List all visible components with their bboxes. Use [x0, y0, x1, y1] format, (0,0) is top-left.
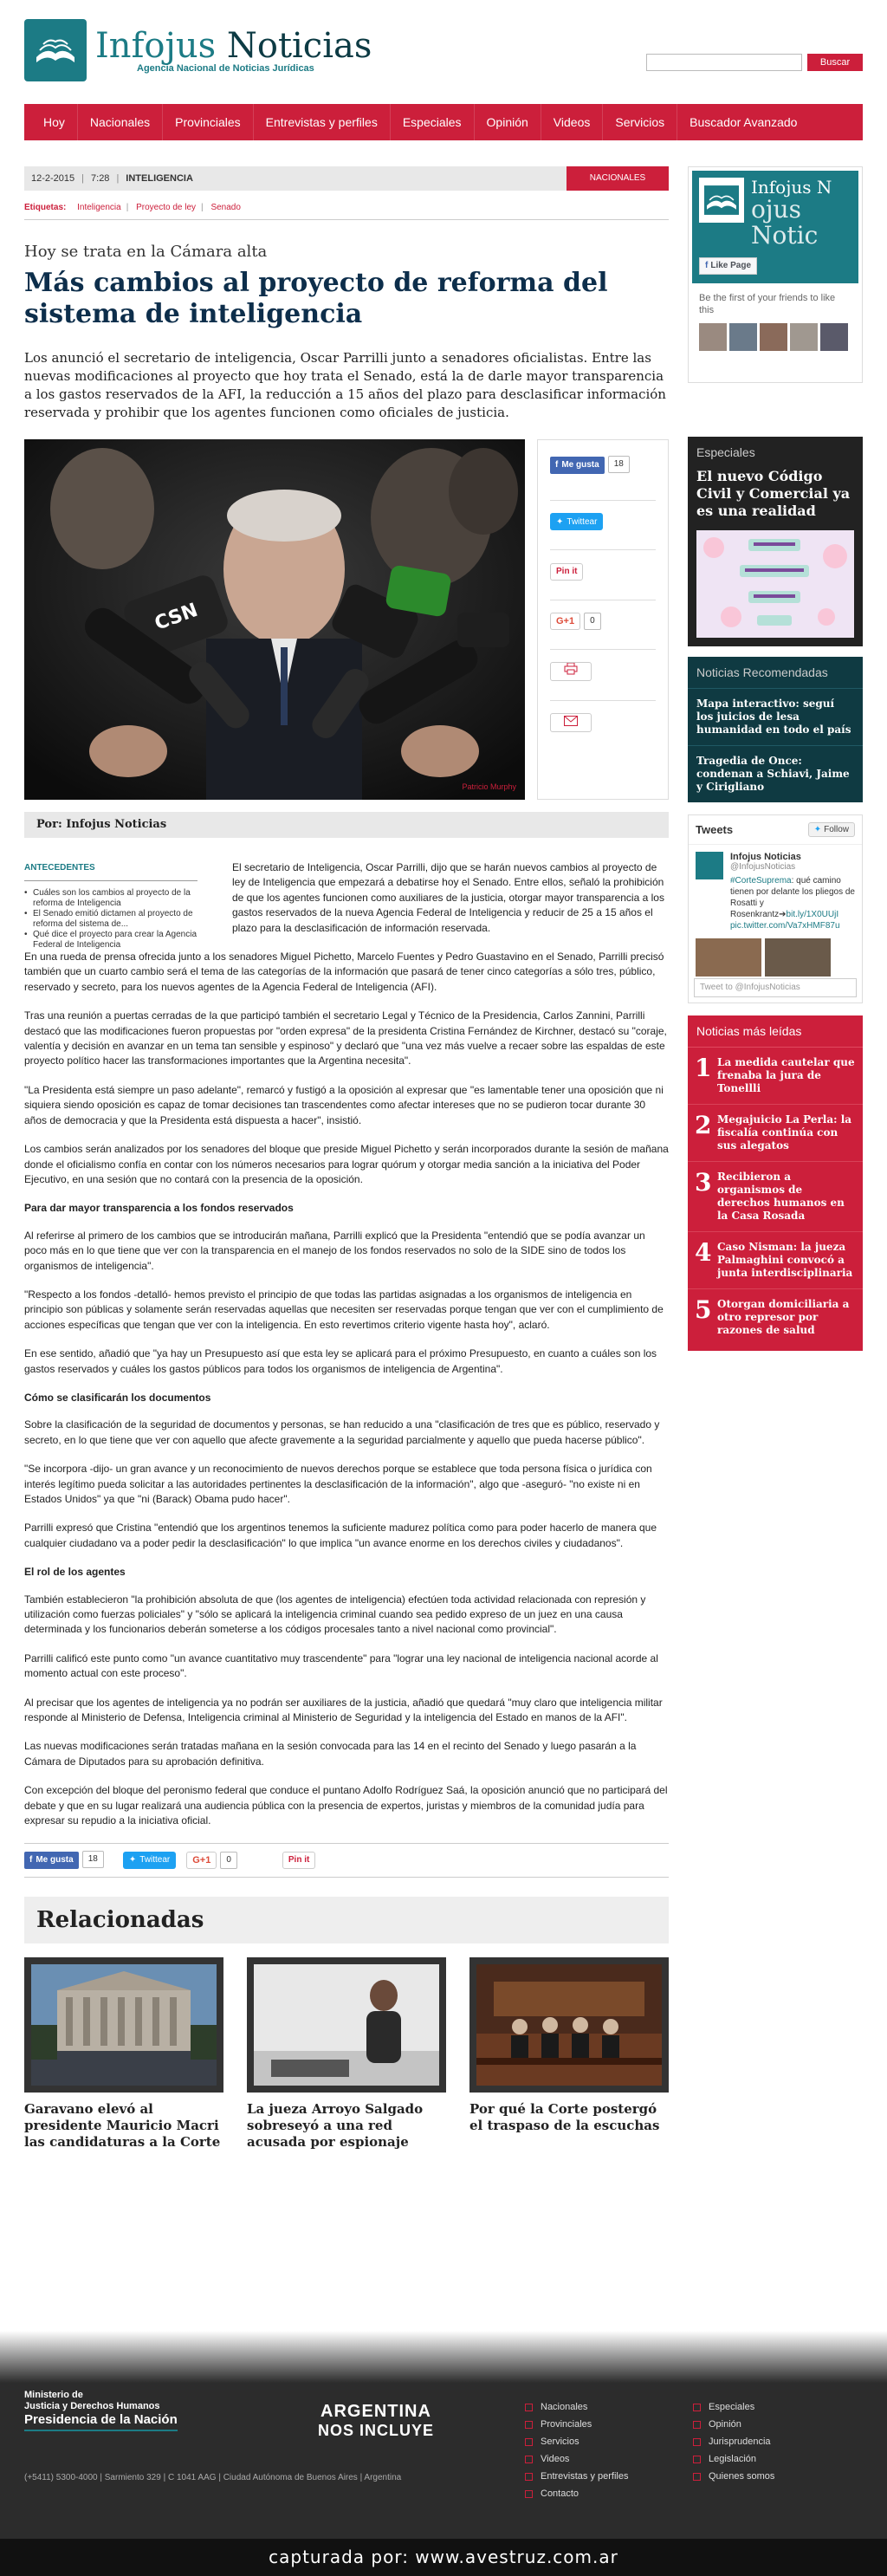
- article-section: INTELIGENCIA: [126, 173, 193, 184]
- footer-link[interactable]: Servicios: [541, 2436, 579, 2447]
- facebook-friends-text: Be the first of your friends to like this: [699, 293, 836, 315]
- svg-text:CSN: CSN: [152, 599, 201, 635]
- divider: [24, 219, 669, 220]
- avatar[interactable]: [729, 323, 757, 351]
- twitter-bird-icon: ✦: [813, 825, 822, 834]
- google-plus-count: 0: [220, 1852, 237, 1869]
- footer-link[interactable]: Entrevistas y perfiles: [541, 2471, 629, 2482]
- avatar[interactable]: [696, 852, 723, 879]
- facebook-icon: f: [705, 261, 709, 270]
- tweet: [689, 845, 862, 938]
- body-paragraph: Con excepción del bloque del peronismo federal que conduce el puntano Adolfo Rodríguez Saá, la oposición anunció que no participará del debate y que en su lugar realizará una audiencia pública con la presencia de expertos, juristas y miembros de la comunidad judía para expresar su repudio a la iniciativa oficial.: [24, 1784, 668, 1827]
- article-date: 12-2-2015: [31, 173, 75, 184]
- google-plus-button[interactable]: G+1: [186, 1852, 217, 1869]
- book-logo-icon: [699, 178, 744, 223]
- related-title: Relacionadas: [24, 1897, 669, 1943]
- antecedente-link[interactable]: Cuáles son los cambios al proyecto de la reforma de Inteligencia: [33, 888, 191, 909]
- nav-item-nacionales[interactable]: Nacionales: [78, 104, 163, 140]
- mas-leida-item[interactable]: 5 Otorgan domiciliaria a otro represor por razones de salud: [695, 1295, 850, 1336]
- photo-credit: Patricio Murphy: [462, 782, 516, 791]
- facebook-like-button[interactable]: f Me gusta: [550, 457, 605, 474]
- antecedentes-title: ANTECEDENTES: [24, 860, 197, 881]
- facebook-like-count: 18: [608, 456, 630, 473]
- site-footer: [0, 2383, 887, 2539]
- especiales-title: El nuevo Código Civil y Comercial ya es una realidad: [696, 468, 851, 519]
- body-paragraph: Tras una reunión a puertas cerradas de la que participó también el secretario Legal y Técnico de la Presidencia, Carlos Zannini, Parrilli destacó que las modificaciones fueron propuestas por "orden expresa" de la presidenta Cristina Fernández de Kirchner, destacó su "coraje, valentía y decisión en avanzar en un tema tan sensible y espinoso" y declaró que "una vez más vuelve a recaer sobre las espaldas de este proyecto político hacer las transformaciones importantes que la Argentina necesita".: [24, 1009, 667, 1067]
- article-kicker: Hoy se trata en la Cámara alta: [24, 243, 268, 261]
- body-paragraph: Las nuevas modificaciones serán tratadas mañana en la sesión convocada para las 14 en el recinto del Senado y luego pasarán a la Cámara de Diputados para su aprobación definitiva.: [24, 1740, 637, 1768]
- article-author: Por: Infojus Noticias: [24, 812, 669, 838]
- twitter-share-button[interactable]: ✦ Twittear: [550, 513, 603, 530]
- body-subheading: El rol de los agentes: [24, 1566, 126, 1579]
- related-list: [24, 1957, 669, 2151]
- article-photo[interactable]: [24, 439, 525, 800]
- tweets-label: Tweets: [696, 823, 734, 836]
- article-body: [24, 860, 669, 1829]
- facebook-faces: [699, 323, 851, 351]
- article-title: Más cambios al proyecto de reforma del sistema de inteligencia: [24, 268, 608, 329]
- facebook-page-cover-text: ojus Notic: [751, 195, 819, 250]
- google-plus-button[interactable]: G+1: [550, 613, 580, 630]
- nav-item-hoy[interactable]: Hoy: [31, 104, 78, 140]
- nav-item-entrevistas[interactable]: Entrevistas y perfiles: [254, 104, 391, 140]
- body-paragraph: Sobre la clasificación de la seguridad de documentos y personas, se han reducido a una "clasificación de tres que es público, reservado y secreto, en lo que tiene que ver con aquello que afecte gravemente a la seguridad parcialmente y aquello que pueda hacerse público".: [24, 1418, 660, 1446]
- footer-links-1: [523, 2398, 628, 2502]
- tags-label: Etiquetas:: [24, 203, 67, 212]
- mas-leida-item[interactable]: 3 Recibieron a organismos de derechos humanos en la Casa Rosada: [688, 1162, 863, 1232]
- divider: [550, 700, 656, 701]
- antecedente-link[interactable]: El Senado emitió dictamen al proyecto de reforma del sistema de...: [33, 909, 193, 930]
- nav-item-buscador[interactable]: Buscador Avanzado: [690, 115, 798, 129]
- related-caption: La jueza Arroyo Salgado sobreseyó a una red acusada por espionaje: [247, 2100, 424, 2150]
- rank-number: 2: [695, 1111, 712, 1139]
- argentina-line: ARGENTINA: [320, 2402, 431, 2421]
- tag-link[interactable]: Senado: [210, 203, 241, 212]
- footer-link[interactable]: Contacto: [541, 2488, 579, 2499]
- share-column: [537, 439, 669, 800]
- mas-leidas-label: Noticias más leídas: [688, 1015, 863, 1048]
- especiales-image: [696, 530, 854, 638]
- footer-fade: [0, 2331, 887, 2383]
- avatar[interactable]: [699, 323, 727, 351]
- especiales-box[interactable]: [688, 437, 863, 646]
- mas-leida-item[interactable]: 2 Megajuicio La Perla: la fiscalía continúa con sus alegatos: [688, 1105, 863, 1162]
- tweet-media[interactable]: [696, 938, 862, 977]
- divider: [550, 500, 656, 501]
- rank-number: 5: [695, 1295, 712, 1324]
- mas-leida-item[interactable]: 1 La medida cautelar que frenaba la jura de Tonellli: [688, 1048, 863, 1105]
- related-item[interactable]: [469, 1957, 669, 2151]
- footer-address: (+5411) 5300-4000 | Sarmiento 329 | C 1041 AAG | Ciudad Autónoma de Buenos Aires | Argentina: [24, 2473, 402, 2482]
- footer-link[interactable]: Opinión: [709, 2419, 741, 2430]
- book-logo-icon: [24, 19, 87, 81]
- body-paragraph: Los cambios serán analizados por los senadores del bloque que preside Miguel Pichetto y serán incorporados durante la sesión de mañana donde el oficialismo confía en contar con los números necesarios para lograr quórum y otorgar media sanción a la iniciativa del Poder Ejecutivo, en una sesión que no contará con la presencia de la oposición.: [24, 1143, 669, 1185]
- antecedentes-box: [24, 860, 197, 951]
- antecedente-link[interactable]: Qué dice el proyecto para crear la Agencia Federal de Inteligencia: [33, 930, 197, 951]
- footer-link[interactable]: Nacionales: [541, 2402, 588, 2412]
- facebook-like-page-button[interactable]: f Like Page: [699, 257, 757, 275]
- avatar[interactable]: [820, 323, 848, 351]
- mas-leida-item[interactable]: 4 Caso Nisman: la jueza Palmaghini convocó a junta interdisciplinaria: [688, 1232, 863, 1289]
- photo-block: [24, 439, 669, 800]
- twitter-follow-button[interactable]: ✦ Follow: [808, 822, 855, 837]
- bottom-share-bar: [24, 1843, 669, 1878]
- body-paragraph: En ese sentido, añadió que "ya hay un Presupuesto así que esta ley se aplicará para el próximo Presupuesto, en cuanto a cuáles son los gastos reservados y cuáles los gastos públicos para todos los organismos de inteligencia de Argentina".: [24, 1347, 657, 1375]
- avatar[interactable]: [760, 323, 787, 351]
- recomendadas-label: Noticias Recomendadas: [688, 657, 863, 689]
- body-subheading: Para dar mayor transparencia a los fondos reservados: [24, 1202, 294, 1215]
- footer-link[interactable]: Quienes somos: [709, 2471, 775, 2482]
- ministerio-line: Presidencia de la Nación: [24, 2412, 178, 2431]
- footer-link[interactable]: Legislación: [709, 2454, 757, 2464]
- tweet-link[interactable]: bit.ly/1X0UUjI pic.twitter.com/Va7xHMF87u: [730, 910, 840, 931]
- brand-name: Infojus Noticias: [95, 26, 372, 66]
- facebook-page-widget: [688, 166, 863, 383]
- nav-item-opinion[interactable]: Opinión: [475, 104, 541, 140]
- especiales-label: Especiales: [696, 445, 755, 459]
- body-paragraph: Al referirse al primero de los cambios que se introducirán mañana, Parrilli explicó que la Presidenta "entendió que se podía avanzar un poco más en lo que tiene que ver con la transparencia en el manejo de los fondos reservados no solo de la SIDE sino de todos los organismos de inteligencia".: [24, 1229, 645, 1272]
- printer-icon: [564, 663, 578, 679]
- rank-number: 3: [695, 1168, 712, 1197]
- section-tab[interactable]: NACIONALES: [567, 166, 669, 191]
- tag-link[interactable]: Proyecto de ley: [136, 203, 197, 212]
- envelope-icon: [564, 715, 578, 730]
- nav-item-servicios[interactable]: Servicios: [603, 104, 677, 140]
- pinterest-button[interactable]: Pin it: [282, 1852, 315, 1869]
- facebook-page-cover[interactable]: [692, 171, 858, 283]
- nav-item-provinciales[interactable]: Provinciales: [163, 104, 253, 140]
- body-paragraph: "Respecto a los fondos -detalló- hemos previsto el principio de que todas las partidas asignadas a los organismos de inteligencia en principio son públicas y solamente serán reservadas aquellas que necesiten ser reservadas porque tengan que ver con el cumplimiento de acciones específicas que tengan que ver con la inteligencia. En esto revertimos criterio vigente hasta hoy", aclaró.: [24, 1288, 664, 1331]
- facebook-icon: f: [29, 1855, 33, 1865]
- twitter-bird-icon: ✦: [556, 516, 564, 527]
- tweet-handle[interactable]: @InfojusNoticias: [730, 862, 796, 872]
- search-input[interactable]: [646, 54, 802, 71]
- search-button[interactable]: Buscar: [807, 54, 863, 71]
- ministerio-logo[interactable]: [24, 2390, 189, 2431]
- nav-item-especiales[interactable]: Especiales: [391, 104, 475, 140]
- related-item[interactable]: [24, 1957, 223, 2151]
- sidebar: [688, 166, 863, 1351]
- rank-number: 4: [695, 1238, 712, 1267]
- body-paragraph: En una rueda de prensa ofrecida junto a los senadores Miguel Pichetto, Marcelo Fuentes y Pedro Guastavino en el Senado, Parrilli precisó también que un cuarto cambio será el tema de las categorías de la información que pasará de tener cinco categorías a sólo tres, público, reservado y secreto, para los nuevos agentes de la Agencia Federal de Inteligencia (AFI).: [24, 951, 664, 993]
- pinterest-button[interactable]: Pin it: [550, 563, 583, 581]
- recomendadas-box: [688, 657, 863, 802]
- related-image: [247, 1957, 446, 2093]
- facebook-page-name: Infojus N: [751, 177, 832, 198]
- footer-link[interactable]: Especiales: [709, 2402, 755, 2412]
- nav-item-videos[interactable]: Videos: [541, 104, 604, 140]
- tweet-text: #CorteSuprema: qué camino tienen por delante los pliegos de Rosatti y Rosenkrantz➔bit.ly/1X0UUjI pic.twitter.com/Va7xHMF87u: [730, 876, 855, 931]
- tweet-hashtag[interactable]: #CorteSuprema: [730, 876, 792, 886]
- divider: [550, 649, 656, 650]
- related-caption: Por qué la Corte postergó el traspaso de la escuchas: [469, 2100, 660, 2133]
- email-button[interactable]: [550, 713, 592, 732]
- rank-number: 1: [695, 1054, 712, 1082]
- footer-link[interactable]: Provinciales: [541, 2419, 592, 2430]
- article-tags: Etiquetas: Inteligencia | Proyecto de ley | Senado: [24, 203, 241, 212]
- body-paragraph: Al precisar que los agentes de inteligencia ya no podrán ser auxiliares de la justicia, añadió que quedará "muy claro que inteligencia militar responde al Ministerio de Defensa, Inteligencia criminal al Ministerio de Seguridad y la inteligencia del Estado en manos de la AFI".: [24, 1696, 663, 1724]
- footer-link[interactable]: Jurisprudencia: [709, 2436, 771, 2447]
- body-paragraph: El secretario de Inteligencia, Oscar Parrilli, dijo que se harán nuevos cambios al proyecto de ley de Inteligencia que empezará a debatirse hoy el Senado. Entre ellos, señaló la prohibición de que los agentes funcionen como auxiliares de la justicia, otorgar mayor transparencia a los gastos reservados de la nueva Agencia Federal de Inteligencia y reducir de 25 a 15 años el plazo para la desclasificación de información reservada.: [232, 861, 664, 934]
- recomendada-link[interactable]: Tragedia de Once: condenan a Schiavi, Jaime y Cirigliano: [696, 755, 850, 793]
- ministerio-line: Ministerio de: [24, 2390, 83, 2400]
- article-column: [24, 166, 669, 2151]
- argentina-logo[interactable]: [315, 2402, 437, 2440]
- related-image: [24, 1957, 223, 2093]
- tweet-input[interactable]: Tweet to @InfojusNoticias: [694, 978, 857, 997]
- search-form: [646, 54, 863, 71]
- print-button[interactable]: [550, 662, 592, 681]
- related-caption: Garavano elevó al presidente Mauricio Macri las candidaturas a la Corte: [24, 2100, 221, 2150]
- body-paragraph: También establecieron "la prohibición absoluta de que (los agentes de inteligencia) efectúen toda actividad relacionada con represión y utilización como fuerzas policiales" y "sólo se aplicará la inteligencia criminal cuando sea pedido expreso de un juez en una causa determinada y los funcionarios deberán someterse a los códigos procesales tanto a nivel nacional como provincial".: [24, 1593, 646, 1636]
- brand-subtitle: Agencia Nacional de Noticias Jurídicas: [137, 63, 314, 74]
- google-plus-count: 0: [584, 613, 601, 630]
- avatar[interactable]: [790, 323, 818, 351]
- body-subheading: Cómo se clasificarán los documentos: [24, 1391, 211, 1404]
- footer-links-2: [691, 2398, 774, 2485]
- body-paragraph: "Se incorpora -dijo- un gran avance y un reconocimiento de nuevos derechos porque se establece que toda persona física o jurídica con interés legítimo pueda solicitar a las autoridades pertinentes la desclasificación de la información", algo que -aseguró- "no existe ni en Estados Unidos" ya que "ni (Barack) Obama pudo hacer".: [24, 1463, 652, 1505]
- twitter-bird-icon: ✦: [128, 1855, 137, 1865]
- argentina-line: NOS INCLUYE: [317, 2422, 434, 2439]
- divider: [550, 549, 656, 550]
- related-image: [469, 1957, 669, 2093]
- related-item[interactable]: [247, 1957, 446, 2151]
- body-paragraph: Parrilli calificó este punto como "un avance cuantitativo muy trascendente" para "lograr una ley nacional de inteligencia nacional acorde al momento actual con este proceso".: [24, 1651, 658, 1680]
- body-paragraph: "La Presidenta está siempre un paso adelante", remarcó y fustigó a la oposición al expresar que "es lamentable tener una oposición que ni siquiera siendo oposición es capaz de tomar decisiones tan trascendentes como afectar intereses que no se pudieron tocar durante 30 años de democracia y que la Presidenta está dispuesta a hacer", insistió.: [24, 1083, 664, 1126]
- ministerio-line: Justicia y Derechos Humanos: [24, 2401, 160, 2411]
- main-nav: [24, 104, 863, 140]
- footer-link[interactable]: Videos: [541, 2454, 570, 2464]
- recomendada-link[interactable]: Mapa interactivo: seguí los juicios de lesa humanidad en todo el país: [688, 689, 863, 746]
- capture-watermark: capturada por: www.avestruz.com.ar: [0, 2539, 887, 2576]
- site-logo[interactable]: [24, 19, 372, 81]
- twitter-share-button[interactable]: ✦ Twittear: [123, 1852, 176, 1869]
- facebook-like-button[interactable]: f Me gusta: [24, 1852, 79, 1869]
- tag-link[interactable]: Inteligencia: [77, 203, 121, 212]
- article-time: 7:28: [91, 173, 110, 184]
- site-header: [24, 19, 863, 87]
- article-dateline: 12-2-2015 | 7:28 | INTELIGENCIA: [24, 166, 669, 191]
- tweet-author[interactable]: Infojus Noticias: [730, 852, 801, 862]
- article-lead: Los anunció el secretario de inteligencia, Oscar Parrilli junto a senadores oficialistas. Entre las nuevas modificaciones al proyecto que hoy trata el Senado, está la de darle mayor transparencia a los gastos reservados de la AFI, la reducción a 15 años del plazo para desclasificar información reservada y prohibir que los agentes funcionen como oficiales de justicia.: [24, 350, 666, 420]
- mas-leidas-box: [688, 1015, 863, 1351]
- facebook-like-count: 18: [82, 1851, 104, 1868]
- facebook-icon: f: [555, 460, 559, 470]
- body-paragraph: Parrilli expresó que Cristina "entendió que los argentinos tenemos la suficiente madurez política como para poder hacerlo de manera que cualquier ciudadano va a poder pedir la desclasificación" lo que implica "un avance enorme en los derechos civiles y ciudadanos".: [24, 1522, 657, 1549]
- twitter-widget: [688, 814, 863, 1003]
